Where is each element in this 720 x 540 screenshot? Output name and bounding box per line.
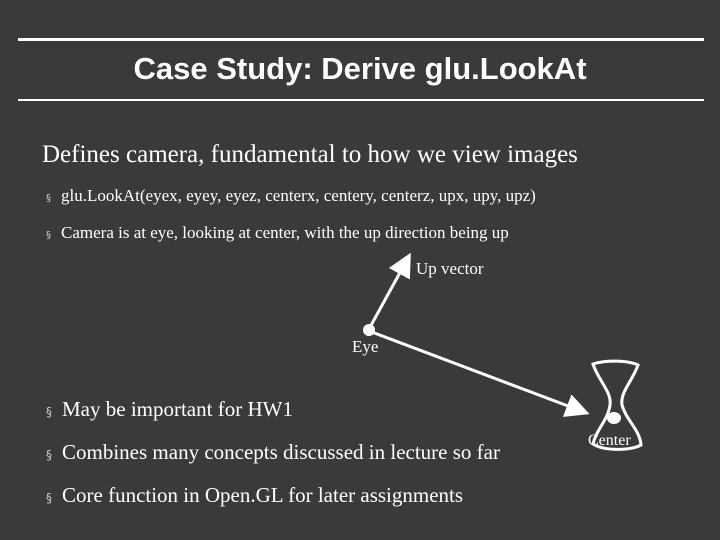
bullet-text: Core function in Open.GL for later assignments — [62, 483, 464, 507]
bullet-marker: § — [46, 405, 52, 419]
bullet-marker: § — [46, 193, 51, 204]
bullet-hw1 — [46, 397, 293, 422]
bullet-concepts — [46, 440, 500, 465]
eye-label: Eye — [352, 337, 379, 356]
bullet-marker: § — [46, 448, 52, 462]
up-vector-label: Up vector — [416, 259, 484, 278]
bullet-text: Combines many concepts discussed in lecture so far — [62, 440, 500, 464]
eye-point — [363, 324, 375, 336]
bullet-core-function — [46, 483, 463, 508]
bullet-marker: § — [46, 230, 51, 241]
bullet-marker: § — [46, 491, 52, 505]
bullet-text: glu.LookAt(eyex, eyey, eyez, centerx, centery, centerz, upx, upy, upz) — [61, 186, 536, 205]
center-point — [607, 412, 621, 424]
bullet-text: May be important for HW1 — [62, 397, 293, 421]
slide-heading: Defines camera, fundamental to how we view images — [42, 141, 578, 168]
center-label: Center — [588, 432, 631, 449]
view-direction-arrow — [369, 331, 584, 412]
slide-title: Case Study: Derive glu.LookAt — [133, 51, 587, 86]
up-vector-arrow — [369, 258, 408, 329]
bullet-text: Camera is at eye, looking at center, with the up direction being up — [61, 223, 509, 242]
